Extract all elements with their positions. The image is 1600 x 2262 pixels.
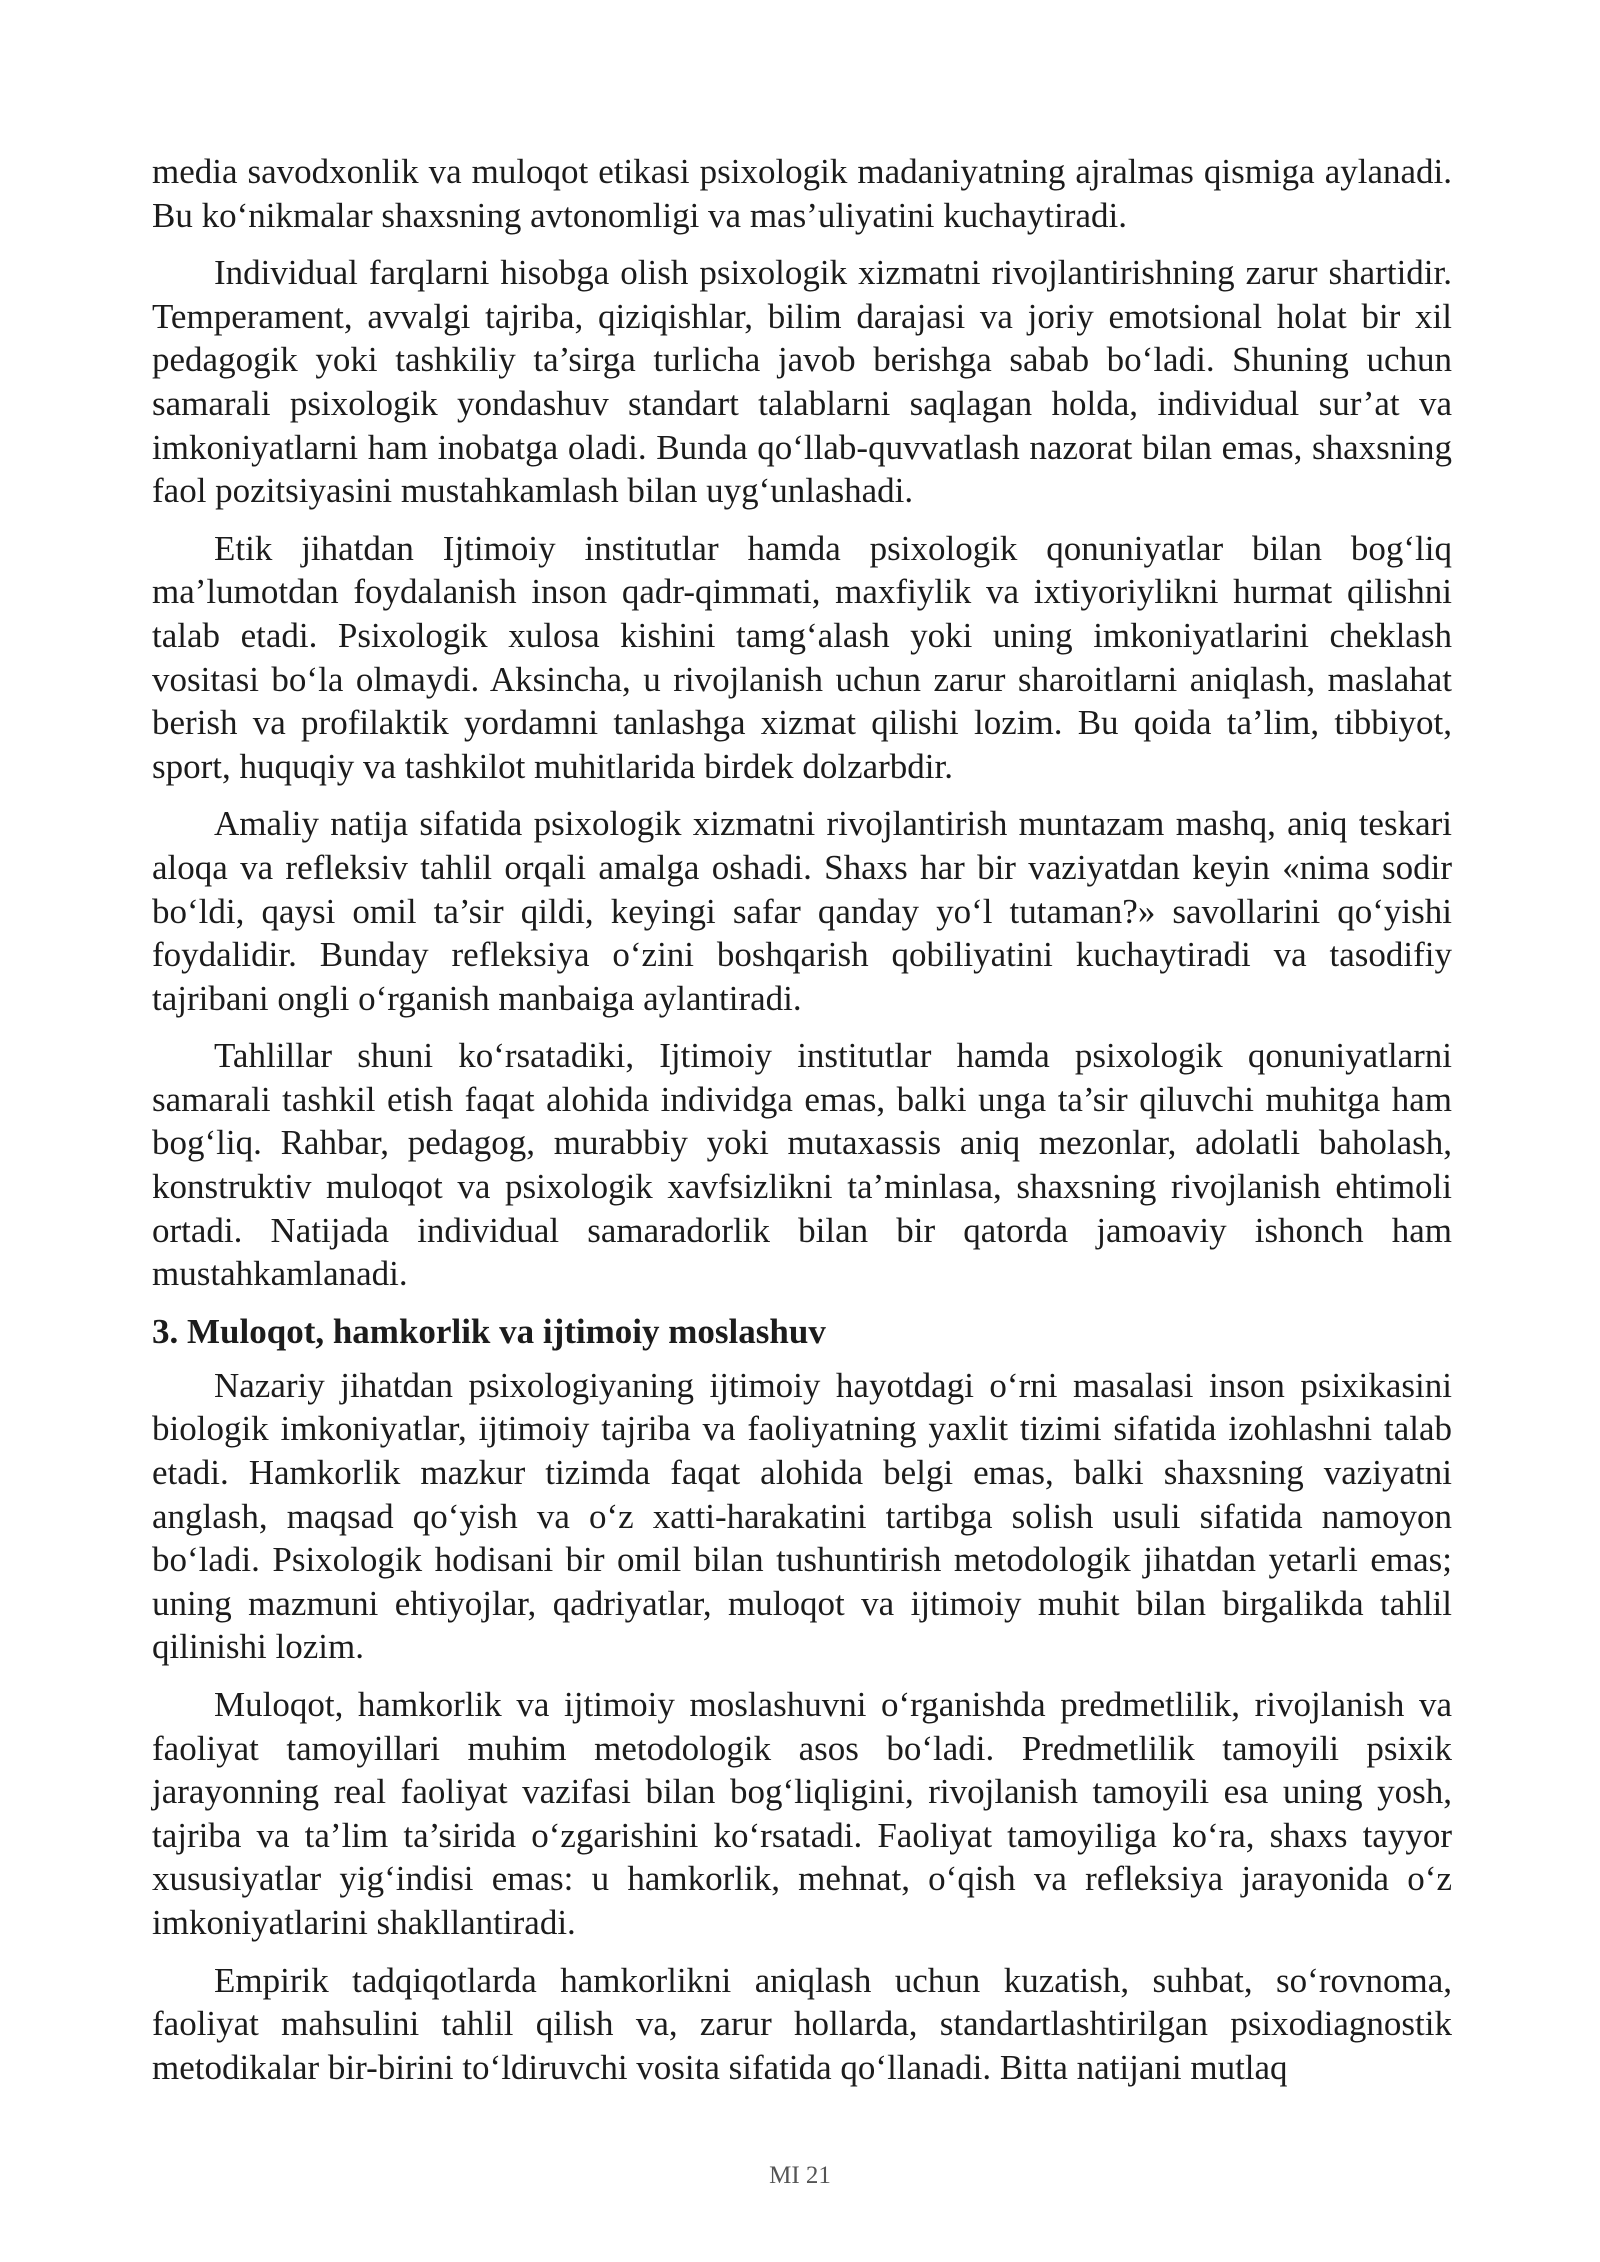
paragraph-continued: media savodxonlik va muloqot etikasi psixologik madaniyatning ajralmas qismiga aylanadi. Bu ko‘nikmalar shaxsning avtonomligi va mas’uliyatini kuchaytiradi. (152, 152, 1452, 235)
paragraph-theory: Nazariy jihatdan psixologiyaning ijtimoiy hayotdagi o‘rni masalasi inson psixikasini biologik imkoniyatlar, ijtimoiy tajriba va faoliyatning yaxlit tizimi sifatida izohlashni talab etadi. Hamkorlik mazkur tizimda faqat alohida belgi emas, balki shaxsning vaziyatni anglash, maqsad qo‘yish va o‘z xatti-harakatini tartibga solish usuli sifatida namoyon bo‘ladi. Psixologik hodisani bir omil bilan tushuntirish metodologik jihatdan yetarli emas; uning mazmuni ehtiyojlar, qadriyatlar, muloqot va ijtimoiy muhit bilan birgalikda tahlil qilinishi lozim. (152, 1365, 1452, 1667)
paragraph-methodology: Muloqot, hamkorlik va ijtimoiy moslashuvni o‘rganishda predmetlilik, rivojlanish va faoliyat tamoyillari muhim metodologik asos bo‘ladi. Predmetlilik tamoyili psixik jarayonning real faoliyat vazifasi bilan bog‘liqligini, rivojlanish tamoyili esa uning yosh, tajriba va ta’lim ta’sirida o‘zgarishini ko‘rsatadi. Faoliyat tamoyiliga ko‘ra, shaxs tayyor xususiyatlar yig‘indisi emas: u hamkorlik, mehnat, o‘qish va refleksiya jarayonida o‘z imkoniyatlarini shakllantiradi. (152, 1685, 1452, 1942)
page-number: MI 21 (769, 2162, 831, 2189)
paragraph-ethics: Etik jihatdan Ijtimoiy institutlar hamda psixologik qonuniyatlar bilan bog‘liq ma’lumotdan foydalanish inson qadr-qimmati, maxfiylik va ixtiyoriylikni hurmat qilishni talab etadi. Psixologik xulosa kishini tamg‘alash yoki uning imkoniyatlarini cheklash vositasi bo‘la olmaydi. Aksincha, u rivojlanish uchun zarur sharoitlarni aniqlash, maslahat berish va profilaktik yordamni tanlashga xizmat qilishi lozim. Bu qoida ta’lim, tibbiyot, sport, huquqiy va tashkilot muhitlarida birdek dolzarbdir. (152, 528, 1452, 786)
paragraph-individual-differences: Individual farqlarni hisobga olish psixologik xizmatni rivojlantirishning zarur shartidir. Temperament, avvalgi tajriba, qiziqishlar, bilim darajasi va joriy emotsional holat bir xil pedagogik yoki tashkiliy ta’sirga turlicha javob berishga sabab bo‘ladi. Shuning uchun samarali psixologik yondashuv standart talablarni saqlagan holda, individual sur’at va imkoniyatlarni ham inobatga oladi. Bunda qo‘llab-quvvatlash nazorat bilan emas, shaxsning faol pozitsiyasini mustahkamlash bilan uyg‘unlashadi. (152, 253, 1452, 511)
page-body (152, 150, 1452, 2103)
paragraph-analysis: Tahlillar shuni ko‘rsatadiki, Ijtimoiy institutlar hamda psixologik qonuniyatlarni samarali tashkil etish faqat alohida individga emas, balki unga ta’sir qiluvchi muhitga ham bog‘liq. Rahbar, pedagog, murabbiy yoki mutaxassis aniq mezonlar, adolatli baholash, konstruktiv muloqot va psixologik xavfsizlikni ta’minlasa, shaxsning rivojlanish ehtimoli ortadi. Natijada individual samaradorlik bilan bir qatorda jamoaviy ishonch ham mustahkamlanadi. (152, 1036, 1452, 1294)
paragraph-practical-result: Amaliy natija sifatida psixologik xizmatni rivojlantirish muntazam mashq, aniq teskari aloqa va refleksiv tahlil orqali amalga oshadi. Shaxs har bir vaziyatdan keyin «nima sodir bo‘ldi, qaysi omil ta’sir qildi, keyingi safar qanday yo‘l tutaman?» savollarini qo‘yishi foydalidir. Bunday refleksiya o‘zini boshqarish qobiliyatini kuchaytiradi va tasodifiy tajribani ongli o‘rganish manbaiga aylantiradi. (152, 804, 1452, 1018)
section-heading: 3. Muloqot, hamkorlik va ijtimoiy moslashuv (152, 1311, 826, 1351)
paragraph-empirical: Empirik tadqiqotlarda hamkorlikni aniqlash uchun kuzatish, suhbat, so‘rovnoma, faoliyat mahsulini tahlil qilish va, zarur hollarda, standartlashtirilgan psixodiagnostik metodikalar bir-birini to‘ldiruvchi vosita sifatida qo‘llanadi. Bitta natijani mutlaq (152, 1960, 1452, 2087)
